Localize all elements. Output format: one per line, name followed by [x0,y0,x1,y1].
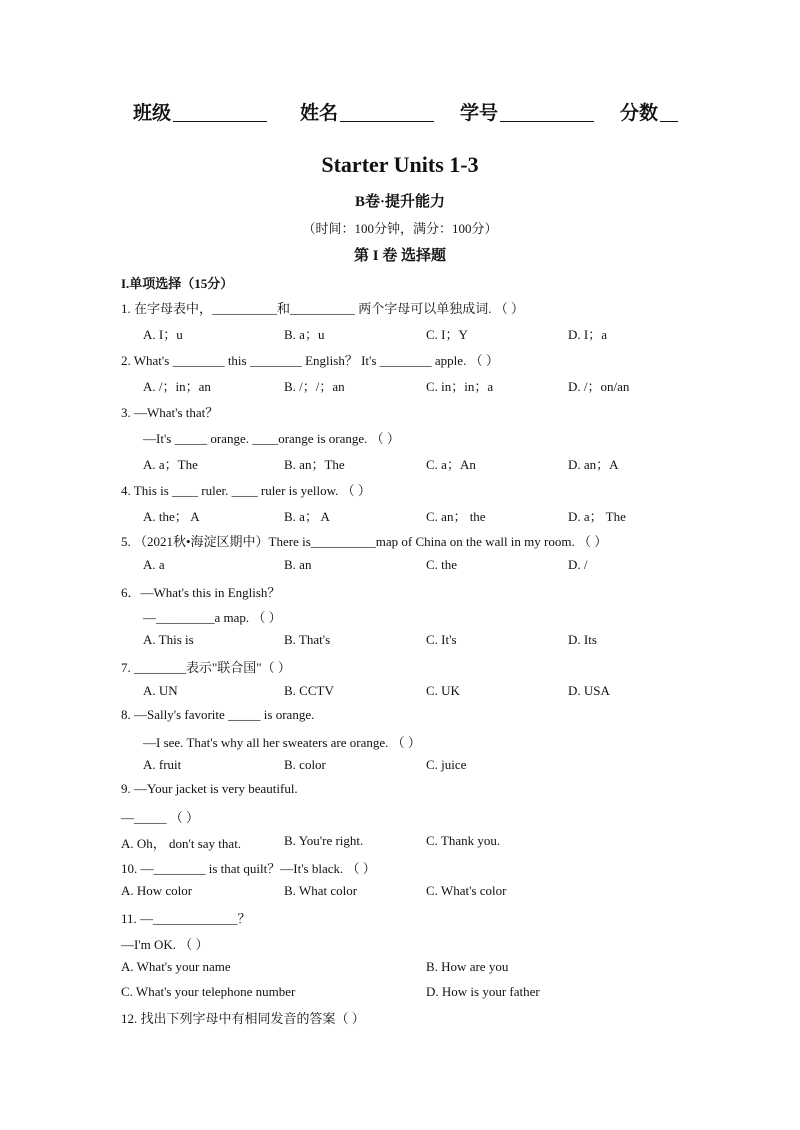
question-1-stem: 1. 在字母表中，__________和__________ 两个字母可以单独成词. （ ） [121,301,525,316]
q4-option-a[interactable]: A. the； A [143,509,200,524]
q8-option-b[interactable]: B. color [284,757,326,772]
q9-option-a[interactable]: A. Oh， don't say that. [121,836,242,851]
q8-option-c[interactable]: C. juice [426,757,467,772]
q2-option-b[interactable]: B. /；/；an [284,379,345,394]
question-9-stem-line2: —_____ （ ） [121,810,200,825]
q3-option-b[interactable]: B. an；The [284,457,345,472]
q5-option-d[interactable]: D. / [568,557,588,572]
q11-option-a[interactable]: A. What's your name [121,959,231,974]
q9-option-c[interactable]: C. Thank you. [426,833,501,848]
page-title: Starter Units 1-3 [321,152,479,177]
part-title: 第 I 卷 选择题 [353,248,447,264]
question-7-stem: 7. ________表示"联合国"（ ） [121,660,291,675]
question-8-stem: 8. —Sally's favorite _____ is orange. [121,707,315,722]
q2-option-a[interactable]: A. /；in；an [143,379,211,394]
question-11-stem: 11. —_____________？ [121,911,251,926]
q1-option-d[interactable]: D. I；a [568,327,607,342]
q7-option-d[interactable]: D. USA [568,683,610,698]
question-2-stem: 2. What's ________ this ________ English？ It's ________ apple. （ ） [121,353,499,368]
question-6-stem-line2: —_________a map. （ ） [143,610,282,625]
q8-option-a[interactable]: A. fruit [143,757,182,772]
q5-option-c[interactable]: C. the [426,557,458,572]
q4-option-d[interactable]: D. a； The [568,509,626,524]
q1-option-a[interactable]: A. I；u [143,327,183,342]
question-5-stem: 5. （2021秋•海淀区期中）There is__________map of China on the wall in my room. （ ） [121,534,608,549]
q6-option-b[interactable]: B. That's [284,632,331,647]
q10-option-a[interactable]: A. How color [121,883,193,898]
q7-option-a[interactable]: A. UN [143,683,178,698]
question-4-stem: 4. This is ____ ruler. ____ ruler is yellow. （ ） [121,483,371,498]
question-6-stem: 6．—What's this in English？ [121,585,281,600]
q5-option-b[interactable]: B. an [284,557,312,572]
q2-option-c[interactable]: C. in；in；a [426,379,494,394]
question-10-stem: 10. —________ is that quilt？—It's black. （ ） [121,861,376,876]
q6-option-a[interactable]: A. This is [143,632,194,647]
q3-option-c[interactable]: C. a；An [426,457,476,472]
id-field [460,98,594,125]
q11-option-b[interactable]: B. How are you [426,959,509,974]
q5-option-a[interactable]: A. a [143,557,165,572]
q10-option-c[interactable]: C. What's color [426,883,507,898]
paper-subtitle: B卷·提升能力 [354,194,445,210]
score-label: 分数 [620,103,659,124]
name-field [300,98,434,125]
q4-option-b[interactable]: B. a； A [284,509,330,524]
class-blank[interactable] [173,102,267,122]
q10-option-b[interactable]: B. What color [284,883,358,898]
name-label: 姓名 [300,103,339,124]
q3-option-a[interactable]: A. a；The [143,457,198,472]
question-11-stem-line2: —I'm OK. （ ） [121,937,209,952]
class-field [133,98,267,125]
question-9-stem: 9. —Your jacket is very beautiful. [121,781,298,796]
id-label: 学号 [460,103,499,124]
q6-option-c[interactable]: C. It's [426,632,457,647]
q11-option-c[interactable]: C. What's your telephone number [121,984,296,999]
score-blank[interactable] [660,102,678,122]
q7-option-b[interactable]: B. CCTV [284,683,334,698]
q2-option-d[interactable]: D. /；on/an [568,379,630,394]
name-blank[interactable] [340,102,434,122]
section-title: I.单项选择（15分） [121,276,234,291]
class-label: 班级 [133,103,172,124]
time-info: （时间：100分钟，满分：100分） [302,221,498,236]
q9-option-b[interactable]: B. You're right. [284,833,364,848]
q1-option-b[interactable]: B. a；u [284,327,325,342]
score-field [620,98,678,125]
q1-option-c[interactable]: C. I；Y [426,327,468,342]
q3-option-d[interactable]: D. an；A [568,457,619,472]
q11-option-d[interactable]: D. How is your father [426,984,540,999]
id-blank[interactable] [500,102,594,122]
q6-option-d[interactable]: D. Its [568,632,597,647]
question-3-stem-line2: —It's _____ orange. ____orange is orange. （ ） [143,431,400,446]
q7-option-c[interactable]: C. UK [426,683,460,698]
question-8-stem-line2: —I see. That's why all her sweaters are orange. （ ） [143,735,421,750]
question-12-stem: 12. 找出下列字母中有相同发音的答案（ ） [121,1011,365,1026]
q4-option-c[interactable]: C. an； the [426,509,486,524]
question-3-stem: 3. —What's that？ [121,405,219,420]
